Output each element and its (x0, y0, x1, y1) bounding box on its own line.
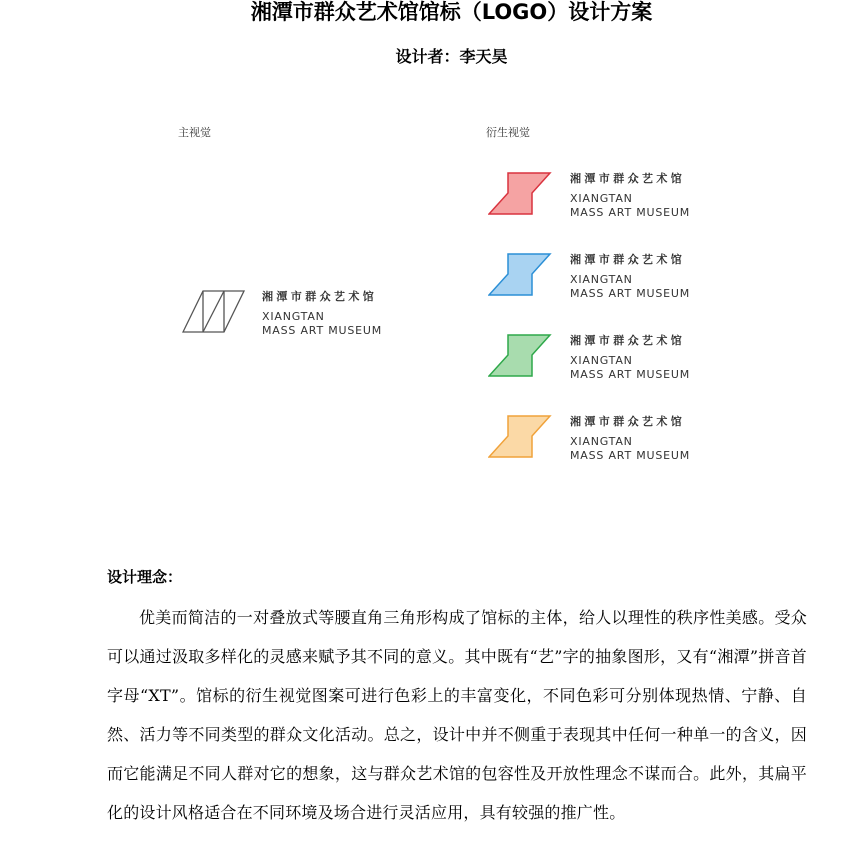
logo-name-en-line2: MASS ART MUSEUM (262, 324, 383, 337)
logo-name-cn: 湘潭市群众艺术馆 (570, 172, 686, 185)
logo-name-en-line1: XIANGTAN (262, 310, 325, 323)
logo-name-cn: 湘潭市群众艺术馆 (570, 334, 686, 347)
logo-name-en-line2: MASS ART MUSEUM (570, 206, 691, 219)
logo-name-en-line1: XIANGTAN (570, 354, 633, 367)
main-logo-icon (182, 290, 246, 334)
derived-logo-icon (488, 334, 552, 378)
derived-logo-wordmark (570, 413, 690, 463)
derived-logo-icon (488, 415, 552, 459)
derived-logo-icon (488, 253, 552, 297)
derived-logo-wordmark (570, 332, 690, 382)
logo-name-en-line1: XIANGTAN (570, 192, 633, 205)
logo-name-en-line2: MASS ART MUSEUM (570, 368, 691, 381)
document-title: 湘潭市群众艺术馆馆标（LOGO）设计方案 (250, 0, 653, 24)
logo-name-cn: 湘潭市群众艺术馆 (570, 253, 686, 266)
main-visual-label: 主视觉 (178, 126, 211, 139)
logo-name-en-line1: XIANGTAN (570, 435, 633, 448)
concept-body: 优美而简洁的一对叠放式等腰直角三角形构成了馆标的主体，给人以理性的秩序性美感。受众可以通过汲取多样化的灵感来赋予其不同的意义。其中既有“艺”字的抽象图形，又有“湘潭”拼音首字母“XT”。馆标的衍生视觉图案可进行色彩上的丰富变化，不同色彩可分别体现热情、宁静、自然、活力等不同类型的群众文化活动。总之，设计中并不侧重于表现其中任何一种单一的含义，因而它能满足不同人群对它的想象，这与群众艺术馆的包容性及开放性理念不谋而合。此外，其扁平化的设计风格适合在不同环境及场合进行灵活应用，具有较强的推广性。 (107, 608, 807, 822)
logo-name-en-line2: MASS ART MUSEUM (570, 449, 691, 462)
derived-logo-wordmark (570, 170, 690, 220)
document-author: 设计者：李天昊 (395, 47, 508, 66)
logo-name-en-line2: MASS ART MUSEUM (570, 287, 691, 300)
derived-visual-label: 衍生视觉 (486, 126, 530, 139)
concept-heading: 设计理念： (107, 568, 183, 586)
logo-name-cn: 湘潭市群众艺术馆 (570, 415, 686, 428)
main-logo-wordmark (262, 288, 382, 338)
derived-logo-wordmark (570, 251, 690, 301)
logo-name-en-line1: XIANGTAN (570, 273, 633, 286)
logo-name-cn: 湘潭市群众艺术馆 (262, 290, 378, 303)
derived-logo-icon (488, 172, 552, 216)
